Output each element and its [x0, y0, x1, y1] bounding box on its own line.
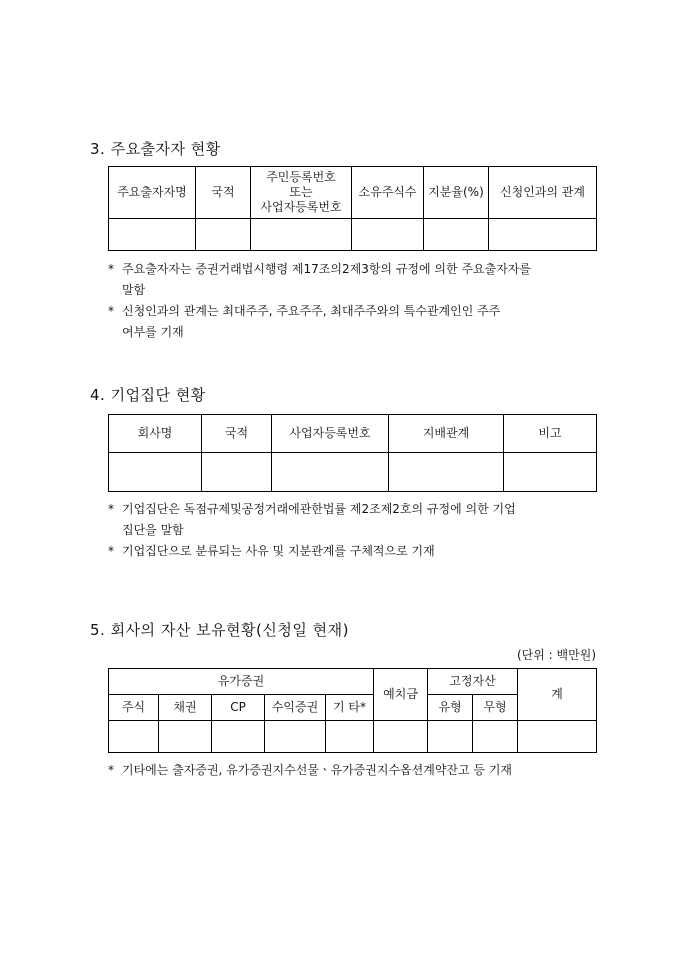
note-item: * 주요출자자는 증권거래법시행령 제17조의2제3항의 규정에 의한 주요출자자를 — [108, 259, 598, 280]
section3-table — [108, 166, 597, 251]
cell-empty[interactable] — [504, 453, 597, 492]
section3-title: 3. 주요출자자 현황 — [90, 140, 221, 158]
header-major-investor: 주요출자자명 — [109, 167, 196, 219]
header-control-relation: 지배관계 — [389, 415, 504, 453]
header-bonds: 채권 — [159, 695, 212, 721]
cell-empty[interactable] — [473, 721, 518, 753]
cell-empty[interactable] — [159, 721, 212, 753]
header-company-name: 회사명 — [109, 415, 202, 453]
note-item-continuation: 집단을 말함 — [122, 523, 184, 537]
header-intangible: 무형 — [473, 695, 518, 721]
section5-note: * 기타에는 출자증권, 유가증권지수선물ㆍ유가증권지수옵션계약잔고 등 기재 — [108, 760, 512, 781]
header-relationship: 신청인과의 관계 — [489, 167, 597, 219]
note-item: * 신청인과의 관계는 최대주주, 주요주주, 최대주주와의 특수관계인인 주주 — [108, 301, 598, 322]
header-securities: 유가증권 — [109, 669, 374, 695]
asterisk-icon: * — [108, 544, 114, 558]
cell-empty[interactable] — [109, 219, 196, 251]
cell-empty[interactable] — [109, 453, 202, 492]
section5-title: 5. 회사의 자산 보유현황(신청일 현재) — [90, 621, 349, 639]
cell-empty[interactable] — [424, 219, 489, 251]
header-business-number: 사업자등록번호 — [272, 415, 389, 453]
header-nationality: 국적 — [196, 167, 251, 219]
header-or: 또는 — [289, 185, 313, 199]
cell-empty[interactable] — [428, 721, 473, 753]
note-item-continuation: 여부를 기재 — [122, 325, 184, 339]
header-equity-ratio: 지분율(%) — [424, 167, 489, 219]
header-stocks: 주식 — [109, 695, 159, 721]
section5-table — [108, 668, 597, 753]
cell-empty[interactable] — [272, 453, 389, 492]
header-deposit: 예치금 — [374, 669, 428, 721]
header-registration-number — [251, 167, 352, 219]
header-business-number: 사업자등록번호 — [260, 200, 342, 214]
note-item: * 기업집단은 독점규제및공정거래에관한법률 제2조제2호의 규정에 의한 기업 — [108, 499, 598, 520]
asterisk-icon: * — [108, 304, 114, 318]
cell-empty[interactable] — [251, 219, 352, 251]
asterisk-icon: * — [108, 502, 114, 516]
cell-empty[interactable] — [196, 219, 251, 251]
header-fixed-assets: 고정자산 — [428, 669, 518, 695]
cell-empty[interactable] — [389, 453, 504, 492]
cell-empty[interactable] — [202, 453, 272, 492]
cell-empty[interactable] — [518, 721, 597, 753]
section4-notes — [108, 499, 598, 562]
asterisk-icon: * — [108, 262, 114, 276]
header-cp: CP — [212, 695, 265, 721]
cell-empty[interactable] — [265, 721, 326, 753]
cell-empty[interactable] — [326, 721, 374, 753]
note-item: * 기업집단으로 분류되는 사유 및 지분관계를 구체적으로 기재 — [108, 541, 598, 562]
asterisk-icon: * — [108, 763, 114, 777]
header-tangible: 유형 — [428, 695, 473, 721]
section3-notes — [108, 259, 598, 343]
section4-title: 4. 기업집단 현황 — [90, 386, 206, 404]
header-others: 기 타* — [326, 695, 374, 721]
cell-empty[interactable] — [352, 219, 424, 251]
header-nationality: 국적 — [202, 415, 272, 453]
section4-table — [108, 414, 597, 492]
cell-empty[interactable] — [212, 721, 265, 753]
header-shares-owned: 소유주식수 — [352, 167, 424, 219]
cell-empty[interactable] — [109, 721, 159, 753]
header-total: 계 — [518, 669, 597, 721]
cell-empty[interactable] — [374, 721, 428, 753]
header-beneficiary-certificates: 수익증권 — [265, 695, 326, 721]
note-item-continuation: 말함 — [122, 283, 146, 297]
cell-empty[interactable] — [489, 219, 597, 251]
header-resident-number: 주민등록번호 — [266, 170, 336, 184]
header-remarks: 비고 — [504, 415, 597, 453]
unit-label: (단위 : 백만원) — [517, 648, 596, 662]
